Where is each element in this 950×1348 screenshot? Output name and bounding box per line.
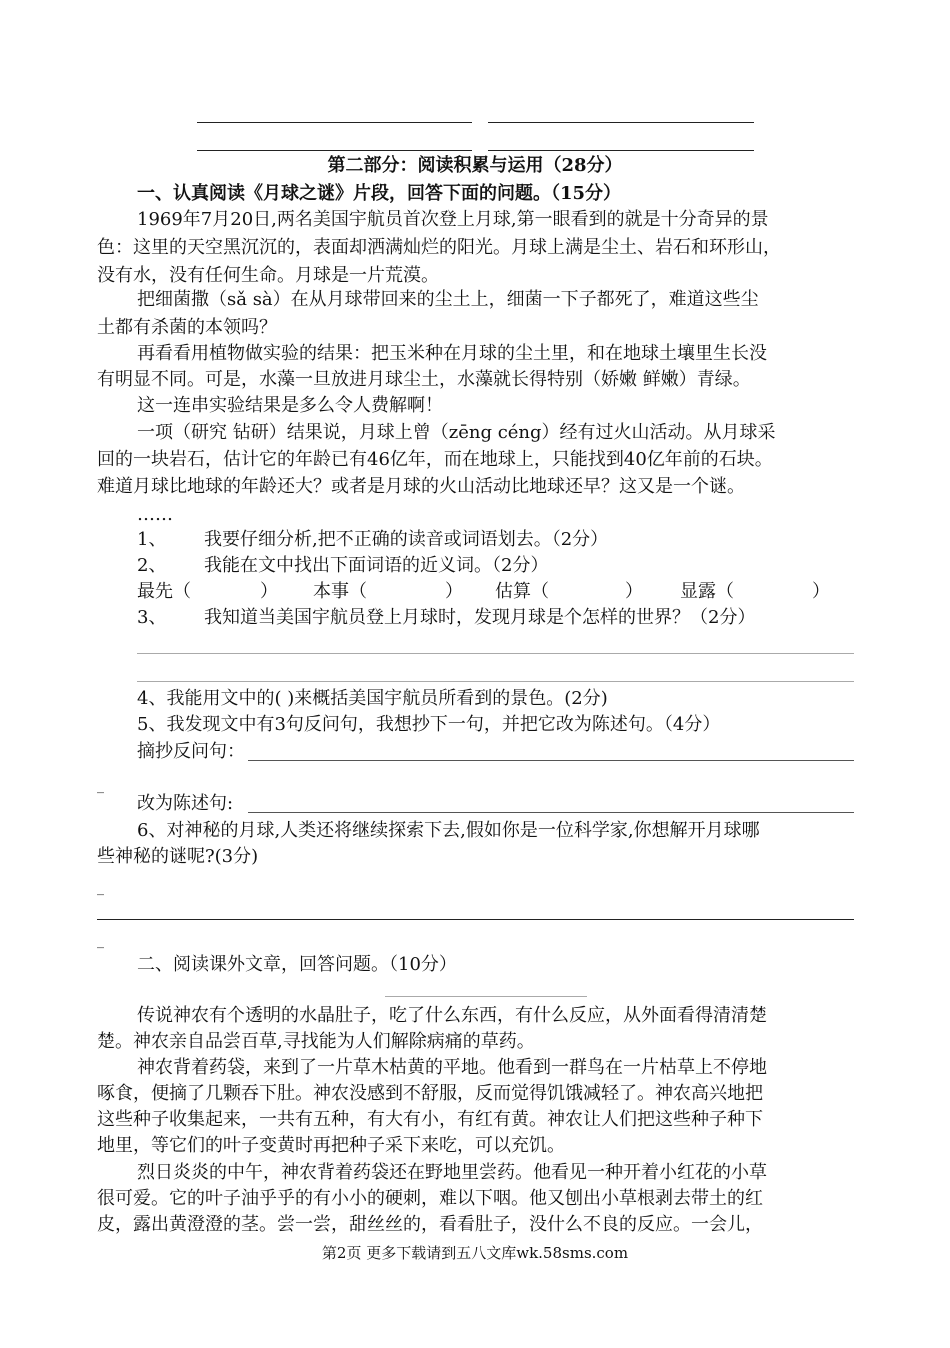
passage1-line: 这一连串实验结果是多么令人费解啊！ <box>137 395 443 416</box>
passage1-line: 一项（研究 钻研）结果说，月球上曾（zēng céng）经有过火山活动。从月球采 <box>137 422 776 443</box>
synonym-word-4: 显露（ <box>680 581 734 602</box>
line-wrap-dash: _ <box>97 778 104 794</box>
question-2-text: 我能在文中找出下面词语的近义词。（2分） <box>204 555 549 576</box>
section1-heading: 一、认真阅读《月球之谜》片段，回答下面的问题。（15分） <box>137 183 622 204</box>
synonym-paren-4[interactable]: ） <box>812 581 830 602</box>
blank-line-top-right <box>488 122 754 123</box>
line-wrap-dash: _ <box>97 880 104 896</box>
question-5-text: 5、我发现文中有3句反问句，我想抄下一句，并把它改为陈述句。（4分） <box>137 714 721 735</box>
passage1-line: 再看看用植物做实验的结果：把玉米种在月球的尘土里，和在地球土壤里生长没 <box>137 343 767 364</box>
title-blank-line[interactable] <box>385 996 587 997</box>
blank-line-second-left <box>197 150 472 151</box>
passage1-ellipsis: …… <box>137 504 173 525</box>
page-footer: 第2页 更多下载请到五八文库wk.58sms.com <box>321 1244 629 1262</box>
question-3-number: 3、 <box>137 607 167 628</box>
part-title: 第二部分：阅读积累与运用（28分） <box>327 155 623 176</box>
section2-heading: 二、阅读课外文章，回答问题。（10分） <box>137 954 457 975</box>
answer-line-q5-change[interactable] <box>248 812 854 813</box>
passage1-line: 1969年7月20日,两名美国宇航员首次登上月球,第一眼看到的就是十分奇异的景 <box>137 209 769 230</box>
synonym-word-3: 估算（ <box>495 581 549 602</box>
passage1-line: 难道月球比地球的年龄还大？或者是月球的火山活动比地球还早？这又是一个谜。 <box>97 476 745 497</box>
blank-line-second-right <box>488 150 754 151</box>
synonym-word-2: 本事（ <box>313 581 367 602</box>
passage1-line: 土都有杀菌的本领吗？ <box>97 317 277 338</box>
blank-line-top-left <box>197 122 472 123</box>
passage2-line: 地里，等它们的叶子变黄时再把种子采下来吃，可以充饥。 <box>97 1135 565 1156</box>
passage2-line: 这些种子收集起来，一共有五种，有大有小，有红有黄。神农让人们把这些种子种下 <box>97 1109 763 1130</box>
question-3-text: 我知道当美国宇航员登上月球时，发现月球是个怎样的世界？（2分） <box>204 607 756 628</box>
synonym-word-1: 最先（ <box>137 581 191 602</box>
answer-line-q5-copy[interactable] <box>248 760 854 761</box>
q5-copy-label: 摘抄反问句： <box>137 741 245 762</box>
answer-line-q6[interactable] <box>97 919 854 920</box>
passage1-line: 把细菌撒（sǎ sà）在从月球带回来的尘土上，细菌一下子都死了，难道这些尘 <box>137 289 759 310</box>
passage2-line: 皮，露出黄澄澄的茎。尝一尝，甜丝丝的，看看肚子，没什么不良的反应。一会儿， <box>97 1214 763 1235</box>
passage1-line: 回的一块岩石，估计它的年龄已有46亿年，而在地球上，只能找到40亿年前的石块。 <box>97 449 773 470</box>
q5-change-label: 改为陈述句: <box>137 793 234 814</box>
passage2-line: 神农背着药袋，来到了一片草木枯黄的平地。他看到一群鸟在一片枯草上不停地 <box>137 1057 767 1078</box>
passage1-line: 有明显不同。可是，水藻一旦放进月球尘土，水藻就长得特别（娇嫩 鲜嫩）青绿。 <box>97 369 751 390</box>
synonym-paren-3[interactable]: ） <box>625 581 643 602</box>
passage2-line: 传说神农有个透明的水晶肚子，吃了什么东西，有什么反应，从外面看得清清楚 <box>137 1005 767 1026</box>
answer-line-q3-a[interactable] <box>137 653 854 654</box>
passage1-line: 没有水，没有任何生命。月球是一片荒漠。 <box>97 265 439 286</box>
passage2-line: 很可爱。它的叶子油乎乎的有小小的硬刺，难以下咽。他又刨出小草根剥去带土的红 <box>97 1188 763 1209</box>
passage1-line: 色：这里的天空黑沉沉的，表面却洒满灿烂的阳光。月球上满是尘土、岩石和环形山， <box>97 237 781 258</box>
passage2-line: 烈日炎炎的中午，神农背着药袋还在野地里尝药。他看见一种开着小红花的小草 <box>137 1162 767 1183</box>
question-4-text: 4、我能用文中的( )来概括美国宇航员所看到的景色。(2分) <box>137 688 608 709</box>
line-wrap-dash: _ <box>97 933 104 949</box>
question-2-number: 2、 <box>137 555 167 576</box>
synonym-paren-1[interactable]: ） <box>260 581 278 602</box>
question-1-text: 我要仔细分析,把不正确的读音或词语划去。（2分） <box>204 529 609 550</box>
question-1-number: 1、 <box>137 529 167 550</box>
answer-line-q3-b[interactable] <box>137 681 854 682</box>
question-6-line1: 6、对神秘的月球,人类还将继续探索下去,假如你是一位科学家,你想解开月球哪 <box>137 820 760 841</box>
synonym-paren-2[interactable]: ） <box>445 581 463 602</box>
question-6-line2: 些神秘的谜呢?(3分) <box>97 846 259 867</box>
passage2-line: 啄食，便摘了几颗吞下肚。神农没感到不舒服，反而觉得饥饿减轻了。神农高兴地把 <box>97 1083 763 1104</box>
passage2-line: 楚。神农亲自品尝百草,寻找能为人们解除病痛的草药。 <box>97 1031 535 1052</box>
